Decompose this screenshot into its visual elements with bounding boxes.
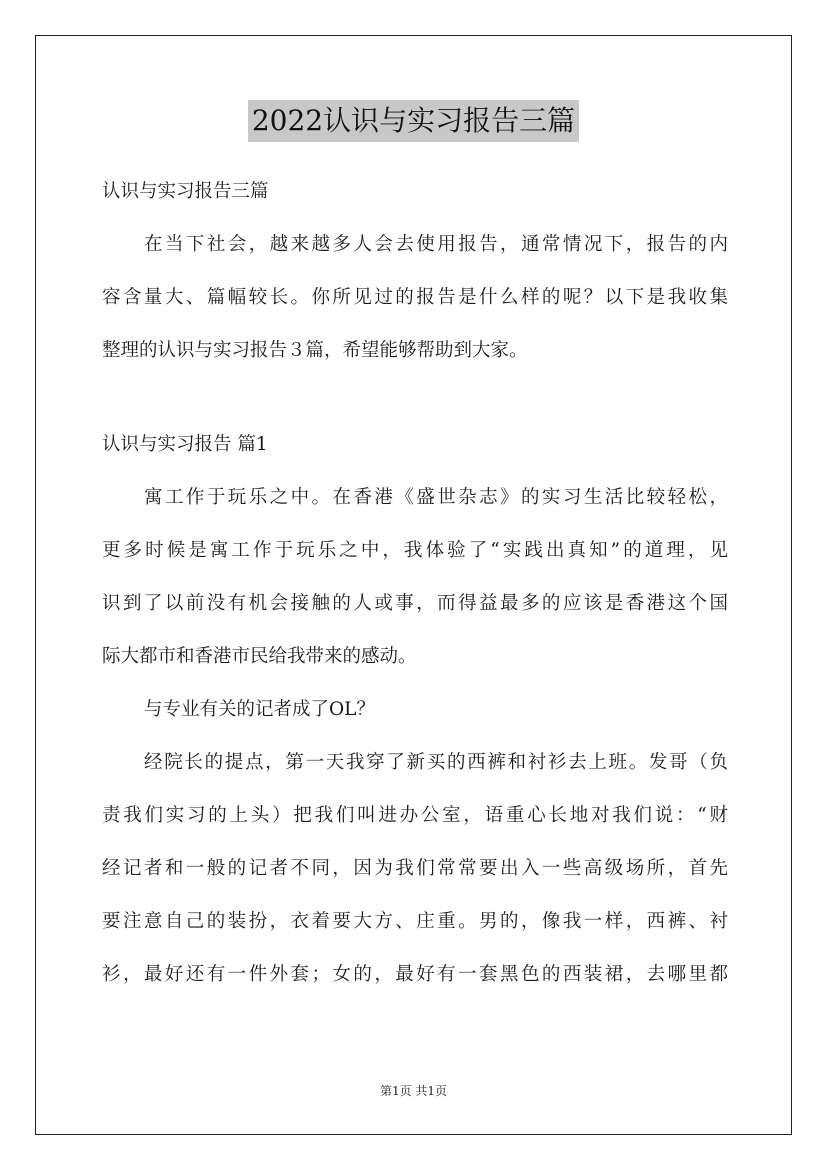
title-container <box>0 100 827 142</box>
document-title: 2022认识与实习报告三篇 <box>248 100 579 142</box>
paragraph-line: 际大都市和香港市民给我带来的感动。 <box>102 646 417 667</box>
section1-paragraph-2 <box>102 690 728 730</box>
paragraph-line: 识到了以前没有机会接触的人或事，而得益最多的应该是香港这个国 <box>102 593 728 614</box>
paragraph-line: 经记者和一般的记者不同，因为我们常常要出入一些高级场所，首先 <box>102 858 728 879</box>
paragraph-line: 寓工作于玩乐之中。在香港《盛世杂志》的实习生活比较轻松， <box>144 487 728 508</box>
paragraph-line: 经院长的提点，第一天我穿了新买的西裤和衬衫去上班。发哥（负 <box>144 752 728 773</box>
paragraph-line: 衫，最好还有一件外套；女的，最好有一套黑色的西装裙，去哪里都 <box>102 964 728 985</box>
paragraph-line: 整理的认识与实习报告３篇，希望能够帮助到大家。 <box>102 340 528 361</box>
paragraph-line: 容含量大、篇幅较长。你所见过的报告是什么样的呢？以下是我收集 <box>102 287 728 308</box>
section1-paragraph-3 <box>102 743 728 995</box>
paragraph-line: 在当下社会，越来越多人会去使用报告，通常情况下，报告的内 <box>144 234 728 255</box>
intro-heading: 认识与实习报告三篇 <box>102 181 269 202</box>
paragraph-line: 与专业有关的记者成了OL？ <box>144 699 375 720</box>
paragraph-line: 责我们实习的上头）把我们叫进办公室，语重心长地对我们说：“财 <box>102 805 728 826</box>
paragraph-line: 更多时候是寓工作于玩乐之中，我体验了“实践出真知”的道理，见 <box>102 540 728 561</box>
paragraph-line: 要注意自己的装扮，衣着要大方、庄重。男的，像我一样，西裤、衬 <box>102 911 728 932</box>
intro-paragraph <box>102 225 728 371</box>
page-footer: 第1页 共1页 <box>379 1084 448 1098</box>
section1-heading: 认识与实习报告 篇1 <box>102 434 268 455</box>
section1-paragraph-1 <box>102 478 728 677</box>
document-body <box>102 172 728 995</box>
